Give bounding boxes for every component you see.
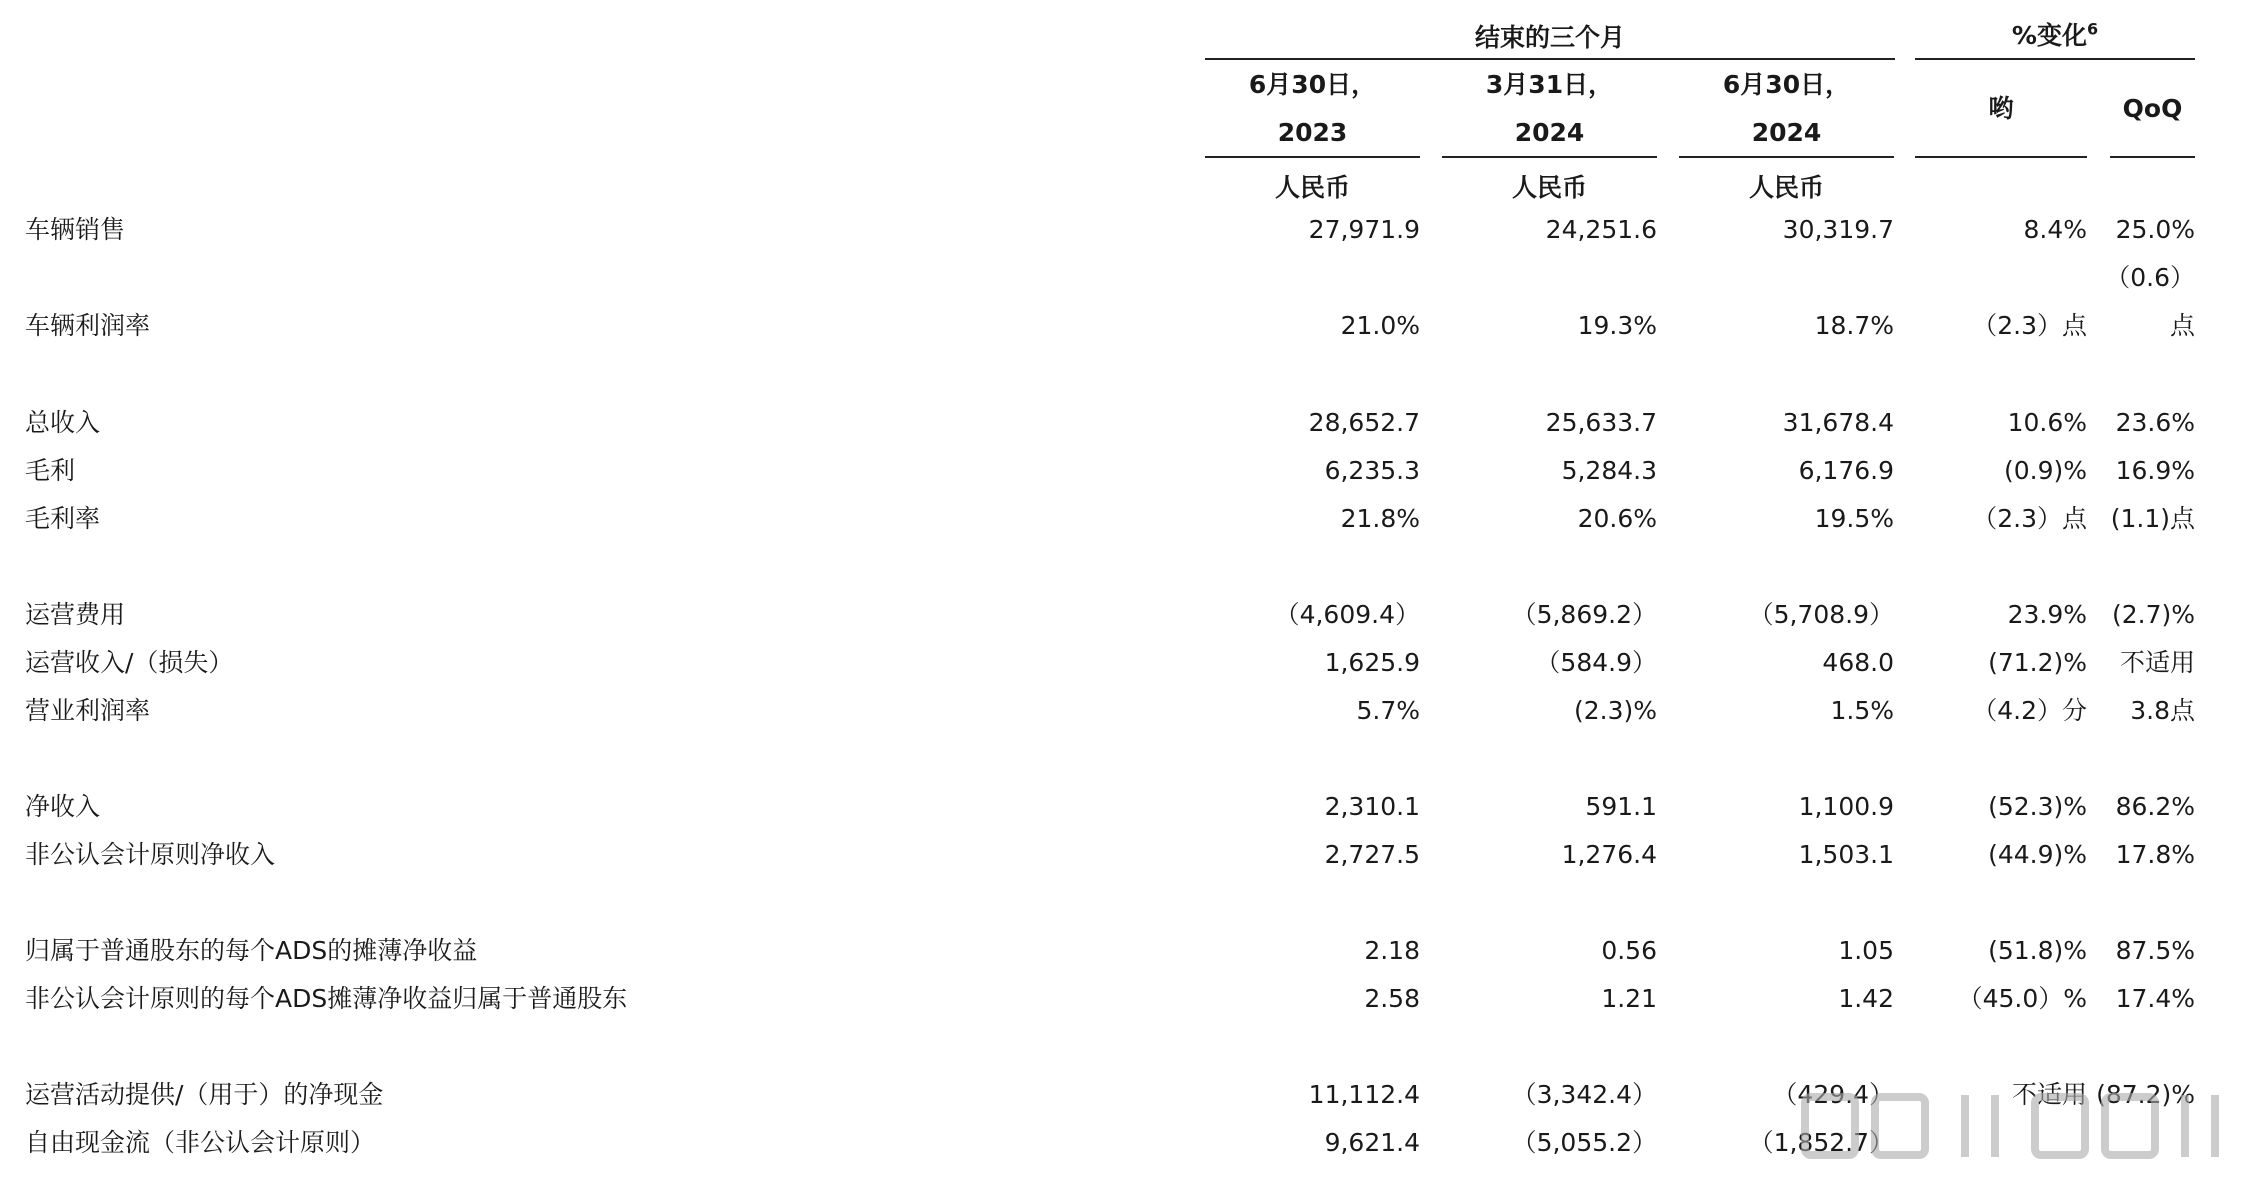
- value-qoq: (2.7)%: [2111, 600, 2195, 629]
- value-q2-2023: 27,971.9: [1308, 215, 1420, 244]
- value-qoq: (87.2)%: [2096, 1080, 2195, 1109]
- value-yoy: (44.9)%: [1988, 840, 2087, 869]
- value-qoq-line1: （0.6）: [2105, 263, 2195, 292]
- table-row: [0, 495, 2254, 543]
- period-group-rule: [1205, 58, 1895, 60]
- column-rule-1: [1205, 156, 1420, 158]
- column-header-date: 6月30日，: [1722, 70, 1851, 99]
- table-row: [0, 591, 2254, 639]
- table-row: [0, 783, 2254, 831]
- row-label: 总收入: [25, 408, 101, 437]
- row-label: 营业利润率: [25, 696, 151, 725]
- value-q2-2024: 468.0: [1822, 648, 1894, 677]
- value-qoq: [2080, 254, 2195, 350]
- table-row: [0, 687, 2254, 735]
- value-q1-2024: 5,284.3: [1561, 456, 1657, 485]
- column-header-date: 3月31日，: [1485, 70, 1614, 99]
- value-q2-2023: 21.0%: [1340, 311, 1420, 340]
- value-q2-2023: 9,621.4: [1324, 1128, 1420, 1157]
- row-label: 非公认会计原则的每个ADS摊薄净收益归属于普通股东: [25, 984, 628, 1013]
- value-yoy: (51.8)%: [1988, 936, 2087, 965]
- column-header-date: 6月30日，: [1248, 70, 1377, 99]
- column-header-year: 2024: [1514, 118, 1585, 147]
- value-qoq: 16.9%: [2115, 456, 2195, 485]
- value-q1-2024: 25,633.7: [1545, 408, 1657, 437]
- row-label: 运营收入/（损失）: [25, 648, 234, 677]
- row-label: 车辆销售: [25, 215, 126, 244]
- column-header-year: 2024: [1751, 118, 1822, 147]
- column-rule-yoy: [1915, 156, 2087, 158]
- value-qoq: 23.6%: [2115, 408, 2195, 437]
- value-yoy: （2.3）点: [1972, 504, 2087, 533]
- value-q2-2023: 2,310.1: [1324, 792, 1420, 821]
- value-qoq: 3.8点: [2130, 696, 2195, 725]
- row-label: 归属于普通股东的每个ADS的摊薄净收益: [25, 936, 478, 965]
- column-header-yoy: 哟: [1988, 94, 2014, 123]
- value-q1-2024: 19.3%: [1577, 311, 1657, 340]
- column-rule-qoq: [2110, 156, 2195, 158]
- value-q1-2024: 591.1: [1585, 792, 1657, 821]
- column-header-q2-2023: [1205, 61, 1420, 157]
- value-yoy: (0.9)%: [2003, 456, 2087, 485]
- value-yoy: （4.2）分: [1972, 696, 2087, 725]
- row-label: 非公认会计原则净收入: [25, 840, 276, 869]
- value-q1-2024: (2.3)%: [1573, 696, 1657, 725]
- table-row: [0, 639, 2254, 687]
- value-qoq: 17.8%: [2115, 840, 2195, 869]
- column-header-year: 2023: [1277, 118, 1348, 147]
- value-qoq: (1.1)点: [2110, 504, 2195, 533]
- value-q2-2023: 2,727.5: [1324, 840, 1420, 869]
- currency-unit: 人民币: [1274, 173, 1350, 202]
- value-yoy: (52.3)%: [1988, 792, 2087, 821]
- watermark-graphic: [1795, 1085, 2235, 1165]
- table-row: [0, 447, 2254, 495]
- value-q1-2024: （584.9）: [1535, 648, 1657, 677]
- change-group-header: [1915, 16, 2195, 52]
- table-row: [0, 831, 2254, 879]
- value-yoy: 10.6%: [2007, 408, 2087, 437]
- value-q2-2024: 1.42: [1838, 984, 1894, 1013]
- value-q2-2024: 1.05: [1838, 936, 1894, 965]
- row-label: 毛利率: [25, 504, 101, 533]
- value-yoy: 23.9%: [2007, 600, 2087, 629]
- period-group-header: 结束的三个月: [1474, 23, 1625, 52]
- value-q2-2024: 30,319.7: [1782, 215, 1894, 244]
- column-rule-2: [1442, 156, 1657, 158]
- change-group-rule: [1915, 58, 2195, 60]
- value-q2-2024: （429.4）: [1772, 1080, 1894, 1109]
- value-qoq-line2: 点: [2169, 311, 2195, 340]
- value-q2-2023: 2.18: [1364, 936, 1420, 965]
- row-label: 净收入: [25, 792, 101, 821]
- table-row: [0, 927, 2254, 975]
- value-q1-2024: 1.21: [1601, 984, 1657, 1013]
- value-q1-2024: （3,342.4）: [1511, 1080, 1657, 1109]
- value-qoq: 不适用: [2119, 648, 2195, 677]
- row-label: 毛利: [25, 456, 76, 485]
- table-row: [0, 206, 2254, 254]
- column-rule-3: [1679, 156, 1894, 158]
- value-q2-2023: 21.8%: [1340, 504, 1420, 533]
- value-q2-2024: 31,678.4: [1782, 408, 1894, 437]
- row-label: 运营活动提供/（用于）的净现金: [25, 1080, 384, 1109]
- value-q1-2024: 1,276.4: [1561, 840, 1657, 869]
- row-label: 车辆利润率: [25, 311, 151, 340]
- value-qoq: 25.0%: [2115, 215, 2195, 244]
- value-q2-2024: 6,176.9: [1798, 456, 1894, 485]
- value-q2-2023: 28,652.7: [1308, 408, 1420, 437]
- value-q2-2023: （4,609.4）: [1274, 600, 1420, 629]
- value-q2-2024: （1,852.7）: [1748, 1128, 1894, 1157]
- value-q1-2024: 0.56: [1601, 936, 1657, 965]
- value-yoy: 不适用: [2011, 1080, 2087, 1109]
- currency-unit: 人民币: [1748, 173, 1824, 202]
- value-yoy: （45.0）%: [1957, 984, 2087, 1013]
- table-row: [0, 975, 2254, 1023]
- value-q2-2024: 1,100.9: [1798, 792, 1894, 821]
- value-q2-2024: 19.5%: [1814, 504, 1894, 533]
- value-q2-2023: 5.7%: [1356, 696, 1420, 725]
- value-q2-2024: 18.7%: [1814, 311, 1894, 340]
- column-header-q2-2024: [1679, 61, 1894, 157]
- value-q1-2024: （5,055.2）: [1511, 1128, 1657, 1157]
- value-q2-2024: 1.5%: [1830, 696, 1894, 725]
- value-yoy: 8.4%: [2023, 215, 2087, 244]
- change-group-label: %变化: [2011, 21, 2087, 50]
- value-qoq: 87.5%: [2115, 936, 2195, 965]
- value-q2-2023: 2.58: [1364, 984, 1420, 1013]
- table-row: [0, 399, 2254, 447]
- table-row: [0, 263, 2254, 350]
- value-q1-2024: （5,869.2）: [1511, 600, 1657, 629]
- value-yoy: (71.2)%: [1988, 648, 2087, 677]
- currency-unit: 人民币: [1511, 173, 1587, 202]
- footnote-marker: 6: [2086, 19, 2099, 39]
- row-label: 运营费用: [25, 600, 126, 629]
- value-q2-2024: 1,503.1: [1798, 840, 1894, 869]
- column-header-qoq: QoQ: [2122, 94, 2183, 123]
- watermark-icon: [1795, 1085, 2235, 1165]
- value-q2-2023: 6,235.3: [1324, 456, 1420, 485]
- value-q2-2023: 1,625.9: [1324, 648, 1420, 677]
- value-q1-2024: 20.6%: [1577, 504, 1657, 533]
- value-q2-2023: 11,112.4: [1308, 1080, 1420, 1109]
- value-qoq: 17.4%: [2115, 984, 2195, 1013]
- value-q1-2024: 24,251.6: [1545, 215, 1657, 244]
- value-q2-2024: （5,708.9）: [1748, 600, 1894, 629]
- value-qoq: 86.2%: [2115, 792, 2195, 821]
- column-header-q1-2024: [1442, 61, 1657, 157]
- row-label: 自由现金流（非公认会计原则）: [25, 1128, 376, 1157]
- value-yoy: （2.3）点: [1972, 311, 2087, 340]
